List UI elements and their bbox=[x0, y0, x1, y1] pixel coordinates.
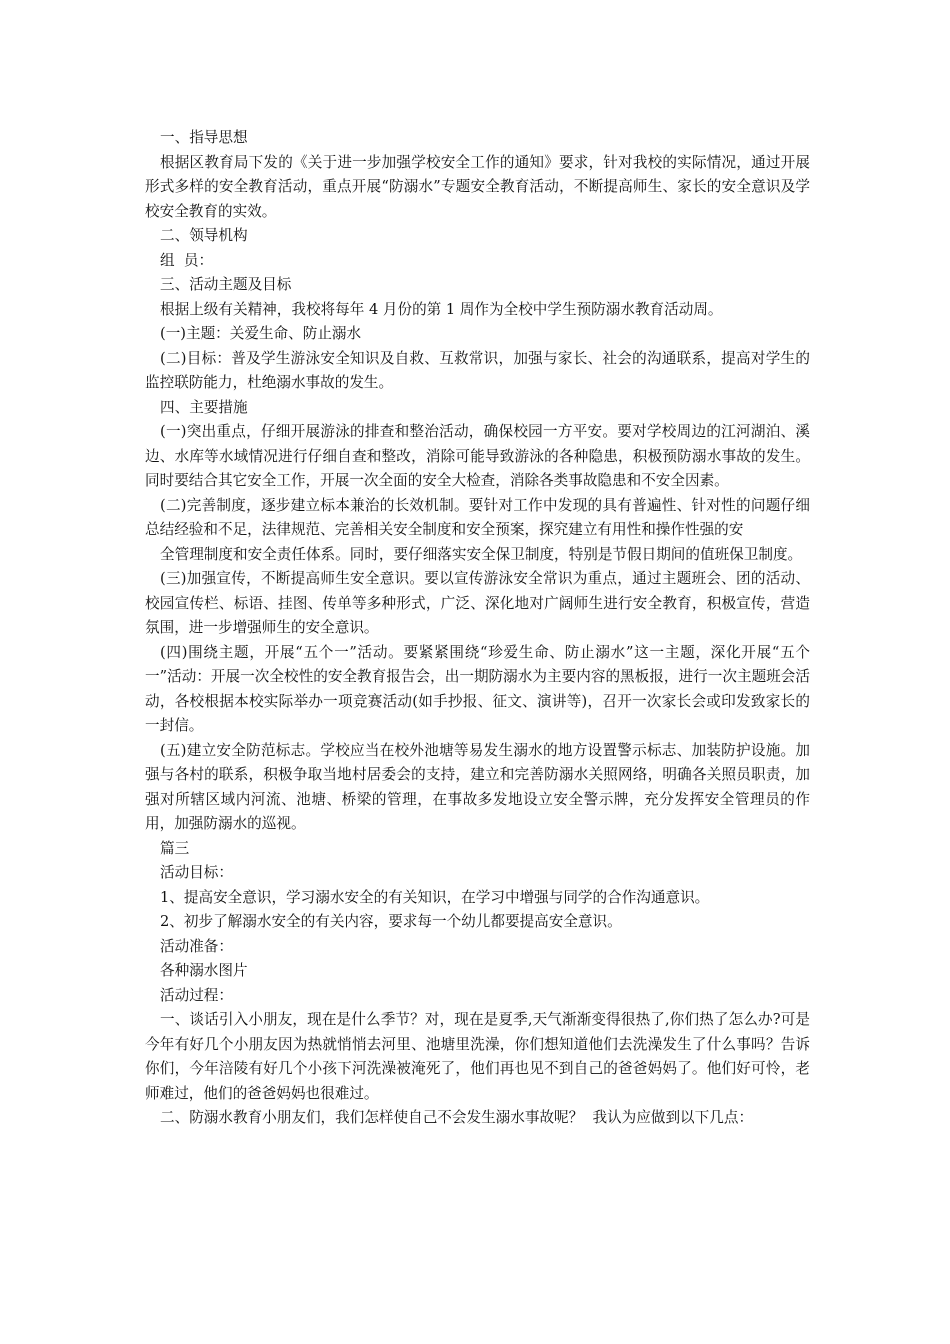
paragraph-theme: (一)主题：关爱生命、防止溺水 bbox=[160, 325, 362, 342]
section-heading-guiding-ideology: 一、指导思想 bbox=[160, 129, 248, 146]
section-heading-leadership: 二、领导机构 bbox=[160, 227, 248, 244]
label-activity-process: 活动过程： bbox=[160, 986, 233, 1004]
section-heading-theme-goals: 三、活动主题及目标 bbox=[160, 276, 292, 293]
paragraph-members: 组 员： bbox=[160, 251, 214, 269]
list-item-goal-2: 2、初步了解溺水安全的有关内容，要求每一个幼儿都要提高安全意识。 bbox=[160, 913, 622, 930]
paragraph-process-step-1: 一、谈话引入小朋友，现在是什么季节？对，现在是夏季,天气渐渐变得很热了,你们热了怎么办?可是今年有好几个小朋友因为热就悄悄去河里、池塘里洗澡，你们想知道他们去洗澡发生了什么事吗？告诉你们，今年涪陵有好几个小孩下河洗澡被淹死了，他们再也见不到自己的爸爸妈妈了。他们好可怜，老师难过，他们的爸爸妈妈也很难过。 bbox=[145, 1011, 810, 1102]
paragraph-measure-2-continued: 全管理制度和安全责任体系。同时，要仔细落实安全保卫制度，特别是节假日期间的值班保卫制度。 bbox=[160, 545, 803, 563]
document-page bbox=[145, 126, 810, 1131]
paragraph-guiding-ideology: 根据区教育局下发的《关于进一步加强学校安全工作的通知》要求，针对我校的实际情况，通过开展形式多样的安全教育活动，重点开展“防溺水”专题安全教育活动，不断提高师生、家长的安全意识及学校安全教育的实效。 bbox=[145, 153, 810, 220]
paragraph-process-step-2: 二、防溺水教育小朋友们，我们怎样使自己不会发生溺水事故呢？ 我认为应做到以下几点： bbox=[160, 1109, 754, 1126]
label-activity-goals: 活动目标： bbox=[160, 864, 233, 881]
paragraph-measure-3: (三)加强宣传，不断提高师生安全意识。要以宣传游泳安全常识为重点，通过主题班会、团的活动、校园宣传栏、标语、挂图、传单等多种形式，广泛、深化地对广阔师生进行安全教育，积极宣传，营造氛围，进一步增强师生的安全意识。 bbox=[145, 570, 810, 636]
paragraph-goal: (二)目标：普及学生游泳安全知识及自救、互救常识，加强与家长、社会的沟通联系，提高对学生的监控联防能力，杜绝溺水事故的发生。 bbox=[145, 349, 810, 391]
label-activity-preparation: 活动准备： bbox=[160, 937, 233, 955]
paragraph-measure-1: (一)突出重点，仔细开展游泳的排查和整治活动，确保校园一方平安。要对学校周边的江河湖泊、溪边、水库等水域情况进行仔细自查和整改，消除可能导致游泳的各种隐患，积极预防溺水事故的发生。同时要结合其它安全工作，开展一次全面的安全大检查，消除各类事故隐患和不安全因素。 bbox=[145, 423, 810, 489]
paragraph-measure-5: (五)建立安全防范标志。学校应当在校外池塘等易发生溺水的地方设置警示标志、加装防护设施。加强与各村的联系，积极争取当地村居委会的支持，建立和完善防溺水关照网络，明确各关照员职责，加强对所辖区域内河流、池塘、桥梁的管理，在事故多发地设立安全警示牌，充分发挥安全管理员的作用，加强防溺水的巡视。 bbox=[145, 741, 810, 832]
paragraph-measure-2: (二)完善制度，逐步建立标本兼治的长效机制。要针对工作中发现的具有普遍性、针对性的问题仔细总结经验和不足，法律规范、完善相关安全制度和安全预案，探究建立有用性和操作性强的安 bbox=[145, 496, 810, 538]
list-item-goal-1: 1、提高安全意识，学习溺水安全的有关知识，在学习中增强与同学的合作沟通意识。 bbox=[160, 888, 710, 906]
paragraph-measure-4: (四)围绕主题，开展“五个一”活动。要紧紧围绕“珍爱生命、防止溺水”这一主题，深化开展“五个一”活动：开展一次全校性的安全教育报告会，出一期防溺水为主要内容的黑板报，进行一次主题班会活动，各校根据本校实际举办一项竞赛活动(如手抄报、征文、演讲等)，召开一次家长会或印发致家长的一封信。 bbox=[145, 643, 810, 734]
section-heading-measures: 四、主要措施 bbox=[160, 398, 248, 416]
paragraph-activity-week: 根据上级有关精神，我校将每年 4 月份的第 1 周作为全校中学生预防溺水教育活动周。 bbox=[160, 300, 723, 318]
section-heading-part-three: 篇三 bbox=[160, 839, 190, 857]
paragraph-preparation-materials: 各种溺水图片 bbox=[160, 962, 248, 979]
